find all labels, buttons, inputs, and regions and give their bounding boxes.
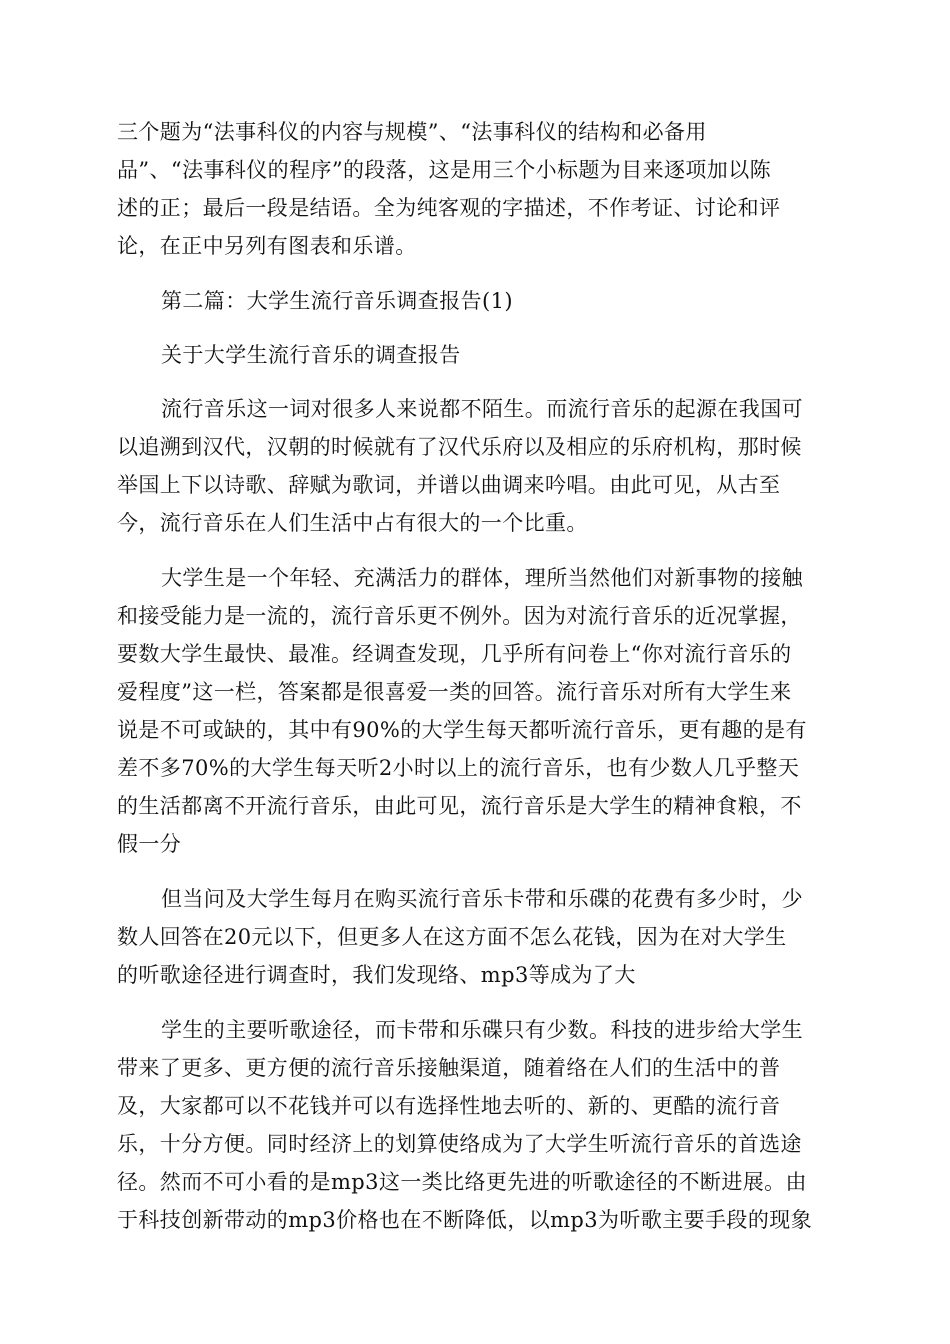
text-line: 品”、“法事科仪的程序”的段落，这是用三个小标题为目来逐项加以陈 <box>117 158 772 182</box>
text-line: 举国上下以诗歌、辞赋为歌词，并谱以曲调来吟唱。由此可见，从古至 <box>117 473 781 497</box>
text-line: 但当问及大学生每月在购买流行音乐卡带和乐碟的花费有多少时，少 <box>161 887 803 911</box>
text-line: 于科技创新带动的mp3价格也在不断降低，以mp3为听歌主要手段的现象 <box>117 1208 813 1232</box>
text-line: 带来了更多、更方便的流行音乐接触渠道，随着络在人们的生活中的普 <box>117 1056 781 1080</box>
text-line: 流行音乐这一词对很多人来说都不陌生。而流行音乐的起源在我国可 <box>161 397 803 421</box>
text-line: 论，在正中另列有图表和乐谱。 <box>117 234 417 258</box>
text-line: 数人回答在20元以下，但更多人在这方面不怎么花钱，因为在对大学生 <box>117 925 787 949</box>
text-line: 乐，十分方便。同时经济上的划算使络成为了大学生听流行音乐的首选途 <box>117 1132 802 1156</box>
text-line: 爱程度”这一栏，答案都是很喜爱一类的回答。流行音乐对所有大学生来 <box>117 680 792 704</box>
text-line: 要数大学生最快、最准。经调查发现，几乎所有问卷上“你对流行音乐的 <box>117 642 792 666</box>
text-line: 以追溯到汉代，汉朝的时候就有了汉代乐府以及相应的乐府机构，那时候 <box>117 435 802 459</box>
text-line: 径。然而不可小看的是mp3这一类比络更先进的听歌途径的不断进展。由 <box>117 1170 807 1194</box>
text-line: 今，流行音乐在人们生活中占有很大的一个比重。 <box>117 511 588 535</box>
text-line: 差不多70%的大学生每天听2小时以上的流行音乐，也有少数人几乎整天 <box>117 756 800 780</box>
text-line: 述的正；最后一段是结语。全为纯客观的字描述，不作考证、讨论和评 <box>117 196 781 220</box>
text-line: 说是不可或缺的，其中有90%的大学生每天都听流行音乐，更有趣的是有 <box>117 718 807 742</box>
text-line: 和接受能力是一流的，流行音乐更不例外。因为对流行音乐的近况掌握， <box>117 604 802 628</box>
text-line: 大学生是一个年轻、充满活力的群体，理所当然他们对新事物的接触 <box>161 566 803 590</box>
section-title: 第二篇：大学生流行音乐调查报告(1) <box>161 289 513 313</box>
text-line: 假一分 <box>117 832 182 856</box>
text-line: 的听歌途径进行调查时，我们发现络、mp3等成为了大 <box>117 963 636 987</box>
text-line: 及，大家都可以不花钱并可以有选择性地去听的、新的、更酷的流行音 <box>117 1094 781 1118</box>
report-title: 关于大学生流行音乐的调查报告 <box>161 343 461 367</box>
text-line: 学生的主要听歌途径，而卡带和乐碟只有少数。科技的进步给大学生 <box>161 1018 803 1042</box>
text-line: 的生活都离不开流行音乐，由此可见，流行音乐是大学生的精神食粮，不 <box>117 794 802 818</box>
text-line: 三个题为“法事科仪的内容与规模”、“法事科仪的结构和必备用 <box>117 120 707 144</box>
